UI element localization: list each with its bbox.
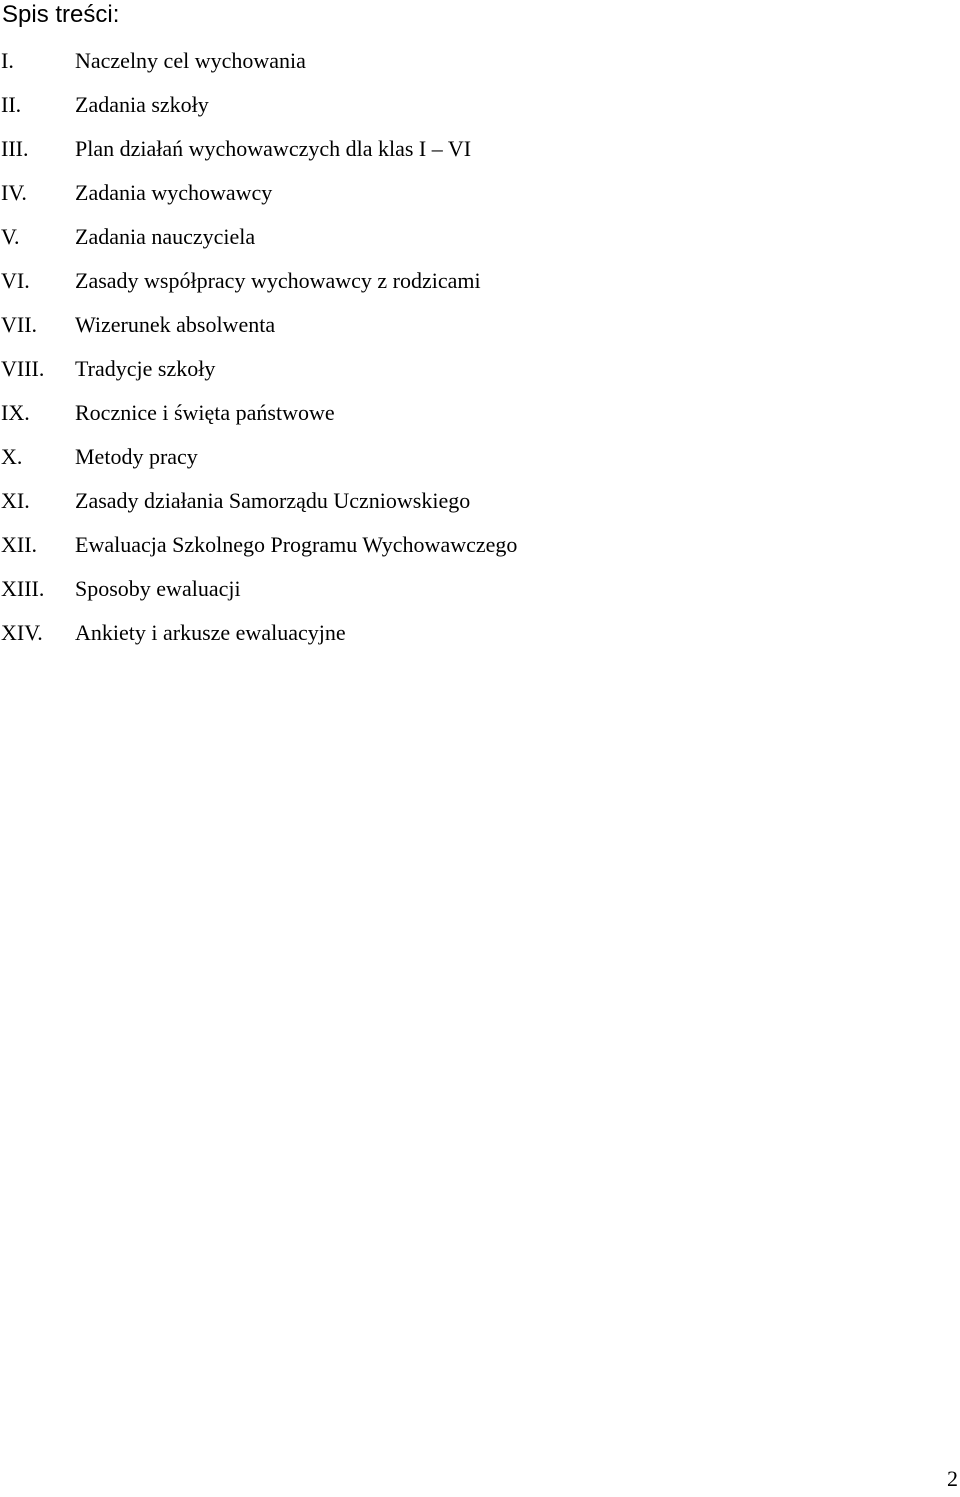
toc-item-title: Metody pracy <box>75 444 198 469</box>
toc-item <box>0 528 517 572</box>
toc-item-number: V. <box>1 224 20 249</box>
toc-item-number: VI. <box>1 268 30 293</box>
toc-item-number: III. <box>1 136 29 161</box>
toc-item-title: Sposoby ewaluacji <box>75 576 241 601</box>
toc-item <box>0 44 517 88</box>
toc-item-title: Zadania nauczyciela <box>75 224 256 249</box>
toc-item-title: Zadania wychowawcy <box>75 180 273 205</box>
toc-item-title: Naczelny cel wychowania <box>75 48 306 73</box>
toc-item-number: XIV. <box>1 620 43 645</box>
toc-item-title: Rocznice i święta państwowe <box>75 400 335 425</box>
table-of-contents <box>0 44 517 660</box>
toc-item <box>0 308 517 352</box>
page-number: 2 <box>947 1466 958 1491</box>
toc-item-title: Wizerunek absolwenta <box>75 312 276 337</box>
toc-item <box>0 484 517 528</box>
toc-item-number: II. <box>1 92 22 117</box>
toc-item-number: IV. <box>1 180 27 205</box>
toc-item-number: XIII. <box>1 576 45 601</box>
toc-item <box>0 132 517 176</box>
toc-item-title: Zasady współpracy wychowawcy z rodzicami <box>75 268 481 293</box>
toc-item <box>0 176 517 220</box>
toc-item <box>0 572 517 616</box>
toc-item-title: Plan działań wychowawczych dla klas I – VI <box>75 136 472 161</box>
toc-item-title: Ankiety i arkusze ewaluacyjne <box>75 620 346 645</box>
toc-item <box>0 264 517 308</box>
toc-item <box>0 88 517 132</box>
toc-item-title: Zadania szkoły <box>75 92 209 117</box>
toc-item-number: VII. <box>1 312 38 337</box>
toc-item <box>0 352 517 396</box>
toc-item <box>0 396 517 440</box>
toc-item-number: VIII. <box>1 356 45 381</box>
toc-item-number: XI. <box>1 488 30 513</box>
toc-item <box>0 220 517 264</box>
toc-item-title: Zasady działania Samorządu Uczniowskiego <box>75 488 471 513</box>
toc-item-number: XII. <box>1 532 38 557</box>
toc-item-number: IX. <box>1 400 30 425</box>
toc-item-number: X. <box>1 444 23 469</box>
toc-item <box>0 616 517 660</box>
toc-item-title: Tradycje szkoły <box>75 356 216 381</box>
toc-item-title: Ewaluacja Szkolnego Programu Wychowawczego <box>75 532 518 557</box>
toc-item <box>0 440 517 484</box>
toc-item-number: I. <box>1 48 14 73</box>
page-title: Spis treści: <box>2 1 120 28</box>
